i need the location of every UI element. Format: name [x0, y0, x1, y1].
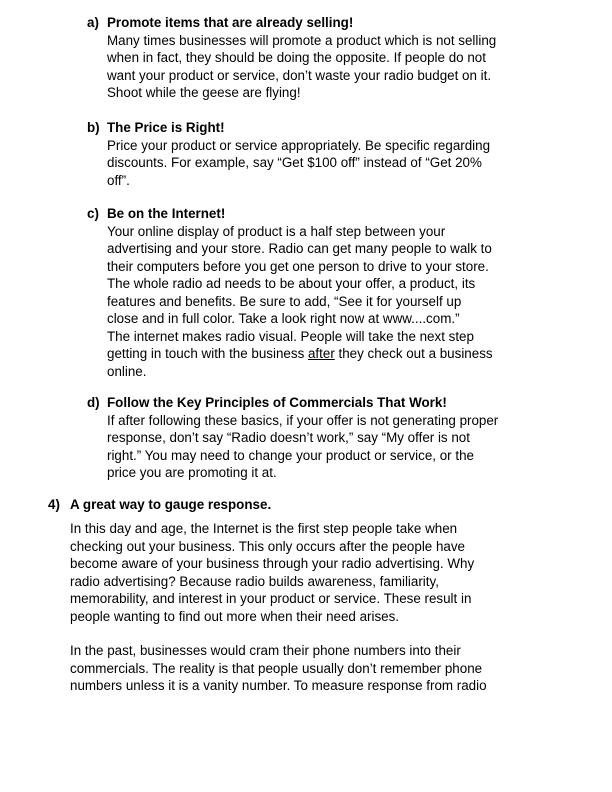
text-line: their computers before you get one person to drive to your store.	[107, 258, 489, 274]
text-line-with-underline	[87, 345, 557, 363]
item-b-heading	[87, 119, 557, 137]
section-4-paragraph-1	[70, 520, 570, 625]
text-line: Price your product or service appropriately. Be specific regarding	[107, 137, 491, 153]
item-a	[87, 14, 557, 102]
text-line: memorability, and interest in your product or service. These result in	[70, 591, 472, 606]
text-line: close and in full color. Take a look right now at www....com.”	[107, 311, 460, 326]
text-line: advertising and your store. Radio can get many people to walk to	[107, 241, 492, 256]
text-line: right.” You may need to change your product or service, or the	[107, 447, 474, 463]
item-title: Follow the Key Principles of Commercials That Work!	[107, 395, 447, 410]
item-letter: a)	[87, 15, 99, 30]
item-letter: d)	[87, 395, 100, 410]
text-line: The whole radio ad needs to be about your offer, a product, its	[107, 276, 476, 291]
item-c	[87, 205, 557, 380]
text-line: off”.	[107, 172, 130, 188]
text-segment: they check out a business	[334, 346, 493, 361]
item-title: The Price is Right!	[107, 120, 225, 135]
item-c-heading	[87, 205, 557, 223]
text-line: The internet makes radio visual. People will take the next step	[107, 328, 474, 344]
text-line: In the past, businesses would cram their phone numbers into their	[70, 643, 461, 658]
item-a-heading	[87, 14, 557, 32]
text-line: people wanting to find out more when their need arises.	[70, 608, 400, 624]
item-b	[87, 119, 557, 189]
text-line: become aware of your business through your radio advertising. Why	[70, 556, 475, 571]
text-line: checking out your business. This only occurs after the people have	[70, 538, 466, 554]
item-letter: b)	[87, 120, 100, 135]
text-line: In this day and age, the Internet is the first step people take when	[70, 521, 458, 536]
text-line: If after following these basics, if your offer is not generating proper	[107, 412, 499, 428]
section-title: A great way to gauge response.	[70, 497, 272, 512]
text-line: price you are promoting it at.	[107, 465, 277, 480]
text-line: Shoot while the geese are flying!	[107, 85, 301, 100]
item-d-heading	[87, 394, 557, 412]
text-line: features and benefits. Be sure to add, “See it for yourself up	[107, 293, 462, 309]
text-segment: getting in touch with the business	[107, 346, 308, 361]
section-4-heading	[48, 496, 271, 514]
text-line: Many times businesses will promote a product which is not selling	[107, 32, 497, 48]
section-4-paragraph-2	[70, 642, 570, 695]
text-line: online.	[107, 363, 147, 379]
text-line: response, don’t say “Radio doesn’t work,” say “My offer is not	[107, 430, 470, 445]
text-line: want your product or service, don’t waste your radio budget on it.	[107, 67, 492, 83]
item-d	[87, 394, 557, 482]
underlined-word: after	[307, 346, 335, 361]
item-title: Promote items that are already selling!	[107, 15, 354, 30]
section-number: 4)	[48, 497, 60, 512]
item-title: Be on the Internet!	[107, 206, 226, 221]
text-line: commercials. The reality is that people usually don’t remember phone	[70, 660, 483, 676]
text-line: radio advertising? Because radio builds awareness, familiarity,	[70, 573, 439, 589]
text-line: Your online display of product is a half step between your	[107, 223, 446, 239]
item-letter: c)	[87, 206, 99, 221]
text-line: discounts. For example, say “Get $100 off” instead of “Get 20%	[107, 155, 482, 170]
text-line: numbers unless it is a vanity number. To measure response from radio	[70, 678, 487, 693]
text-line: when in fact, they should be doing the opposite. If people do not	[107, 50, 486, 65]
